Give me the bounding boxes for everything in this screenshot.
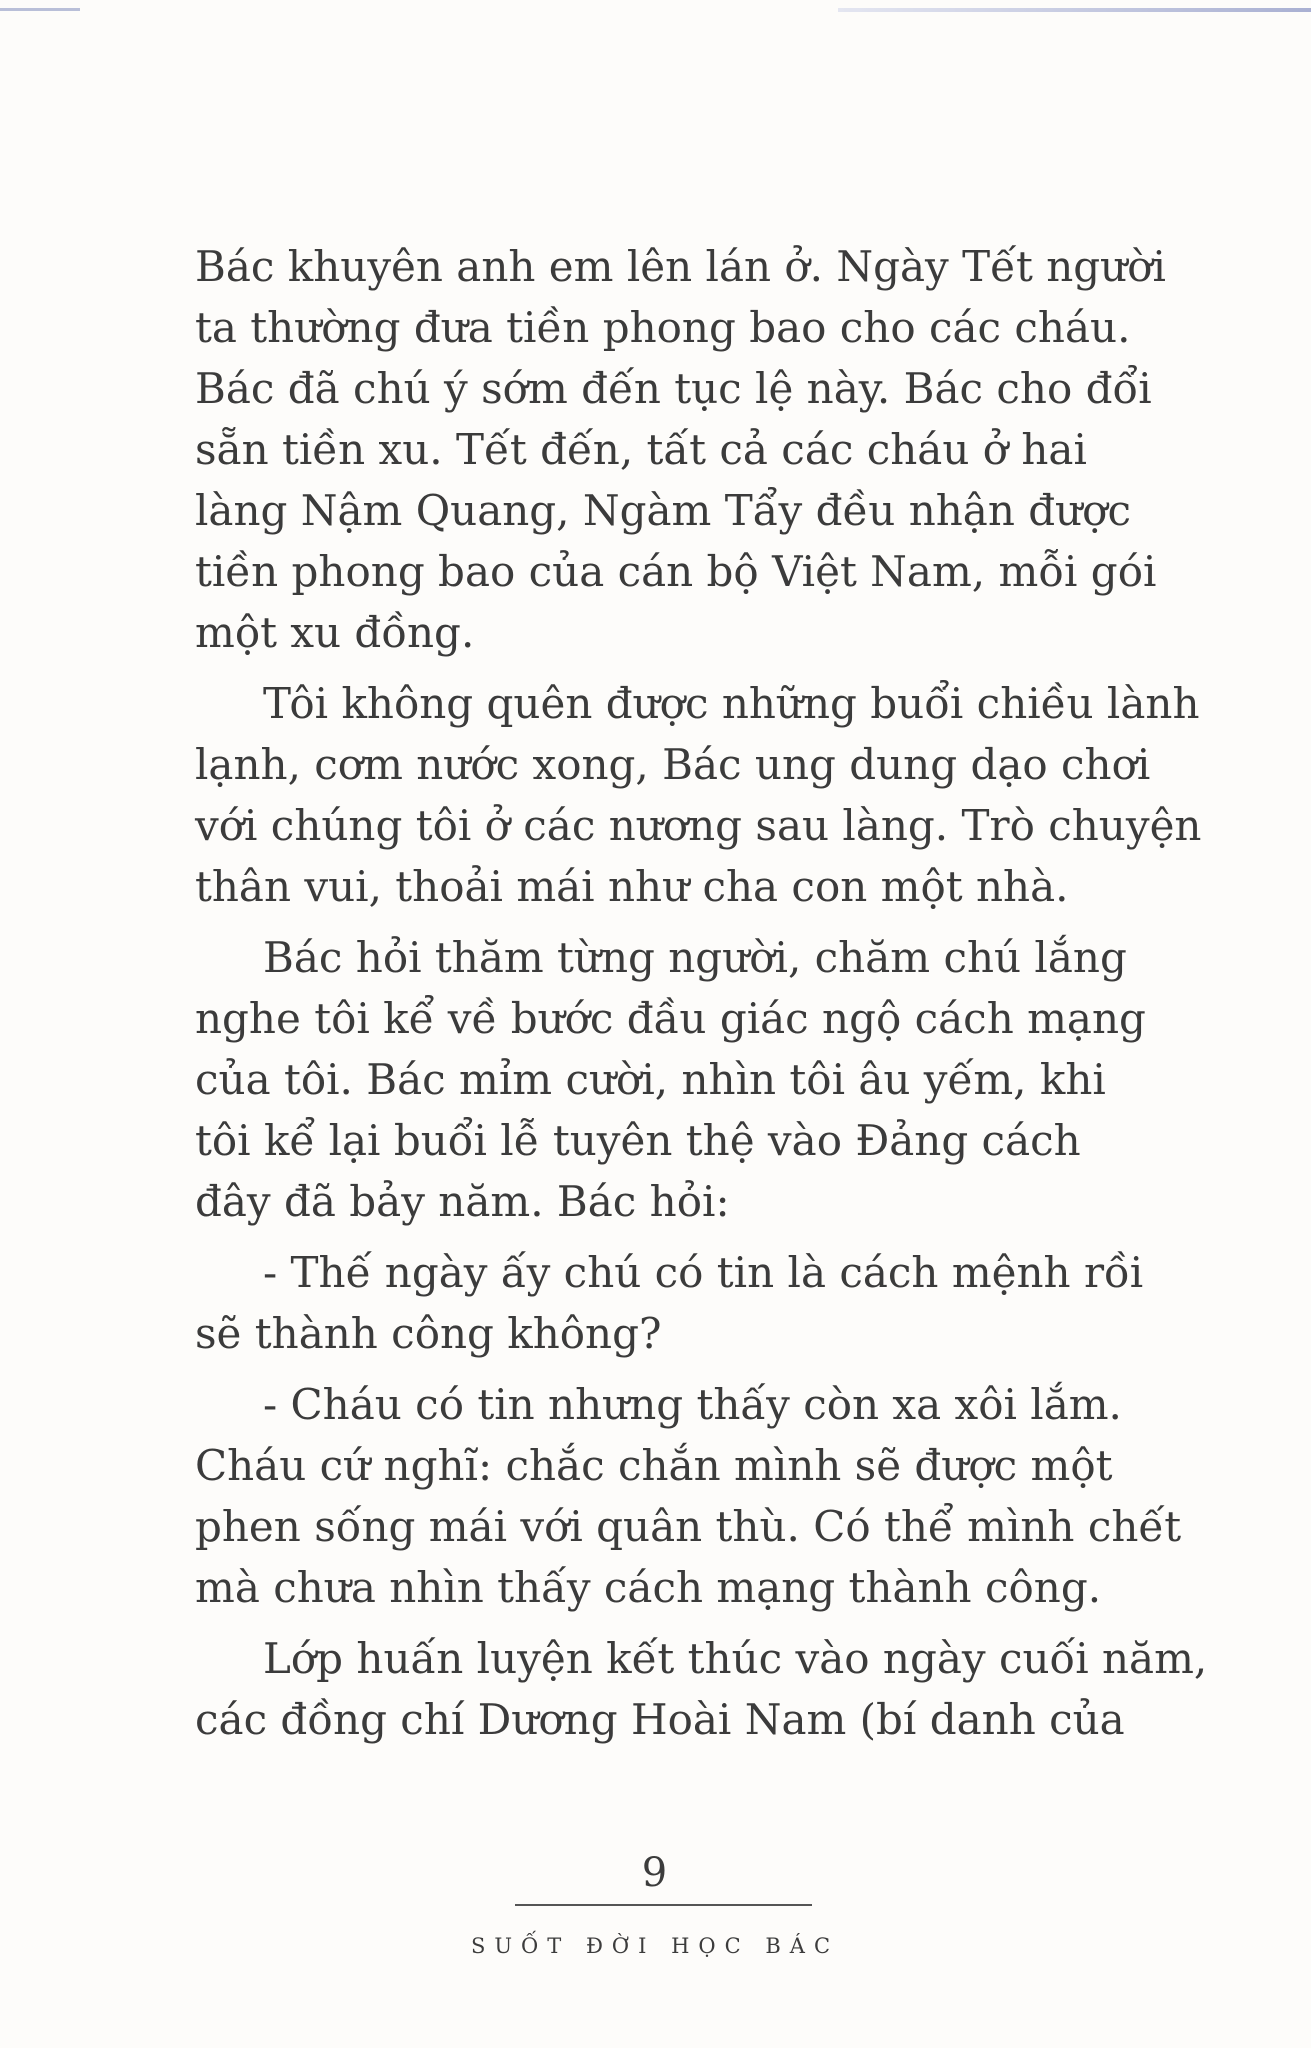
text-line: một xu đồng. xyxy=(195,608,475,657)
paragraph-3 xyxy=(195,927,1146,1232)
text-line: sẽ thành công không? xyxy=(195,1309,662,1358)
paragraph-6 xyxy=(195,1628,1208,1750)
text-line: Tôi không quên được những buổi chiều lành xyxy=(263,679,1200,728)
text-line: mà chưa nhìn thấy cách mạng thành công. xyxy=(195,1563,1102,1612)
text-line: Lớp huấn luyện kết thúc vào ngày cuối năm, xyxy=(263,1634,1208,1683)
text-line: các đồng chí Dương Hoài Nam (bí danh của xyxy=(195,1695,1125,1744)
text-line: làng Nậm Quang, Ngàm Tẩy đều nhận được xyxy=(195,486,1131,535)
paragraph-5 xyxy=(195,1374,1182,1618)
text-line: thân vui, thoải mái như cha con một nhà. xyxy=(195,862,1069,911)
text-line: với chúng tôi ở các nương sau làng. Trò chuyện xyxy=(195,801,1202,850)
top-edge-mark-right xyxy=(838,8,1311,12)
paragraph-1 xyxy=(195,236,1166,663)
text-line: - Thế ngày ấy chú có tin là cách mệnh rồi xyxy=(263,1248,1144,1297)
text-line: ta thường đưa tiền phong bao cho các cháu. xyxy=(195,303,1131,352)
paragraph-4 xyxy=(195,1242,1144,1364)
text-line: sẵn tiền xu. Tết đến, tất cả các cháu ở hai xyxy=(195,425,1087,474)
footer-divider xyxy=(515,1904,812,1906)
body-text xyxy=(195,236,1208,1760)
text-line: Bác khuyên anh em lên lán ở. Ngày Tết người xyxy=(195,242,1166,291)
page-number: 9 xyxy=(641,1850,669,1896)
text-line: đây đã bảy năm. Bác hỏi: xyxy=(195,1177,730,1226)
text-line: Cháu cứ nghĩ: chắc chắn mình sẽ được một xyxy=(195,1441,1113,1490)
text-line: phen sống mái với quân thù. Có thể mình chết xyxy=(195,1502,1182,1551)
text-line: - Cháu có tin nhưng thấy còn xa xôi lắm. xyxy=(263,1380,1122,1429)
top-edge-mark-left xyxy=(0,8,80,11)
text-line: tiền phong bao của cán bộ Việt Nam, mỗi gói xyxy=(195,547,1157,596)
text-line: Bác đã chú ý sớm đến tục lệ này. Bác cho đổi xyxy=(195,364,1152,413)
paragraph-2 xyxy=(195,673,1202,917)
text-line: Bác hỏi thăm từng người, chăm chú lắng xyxy=(263,933,1127,982)
text-line: lạnh, cơm nước xong, Bác ung dung dạo chơi xyxy=(195,740,1151,789)
text-line: tôi kể lại buổi lễ tuyên thệ vào Đảng cách xyxy=(195,1116,1081,1165)
text-line: nghe tôi kể về bước đầu giác ngộ cách mạng xyxy=(195,994,1146,1043)
text-line: của tôi. Bác mỉm cười, nhìn tôi âu yếm, khi xyxy=(195,1055,1106,1104)
running-title: SUỐT ĐỜI HỌC BÁC xyxy=(470,1934,840,1958)
